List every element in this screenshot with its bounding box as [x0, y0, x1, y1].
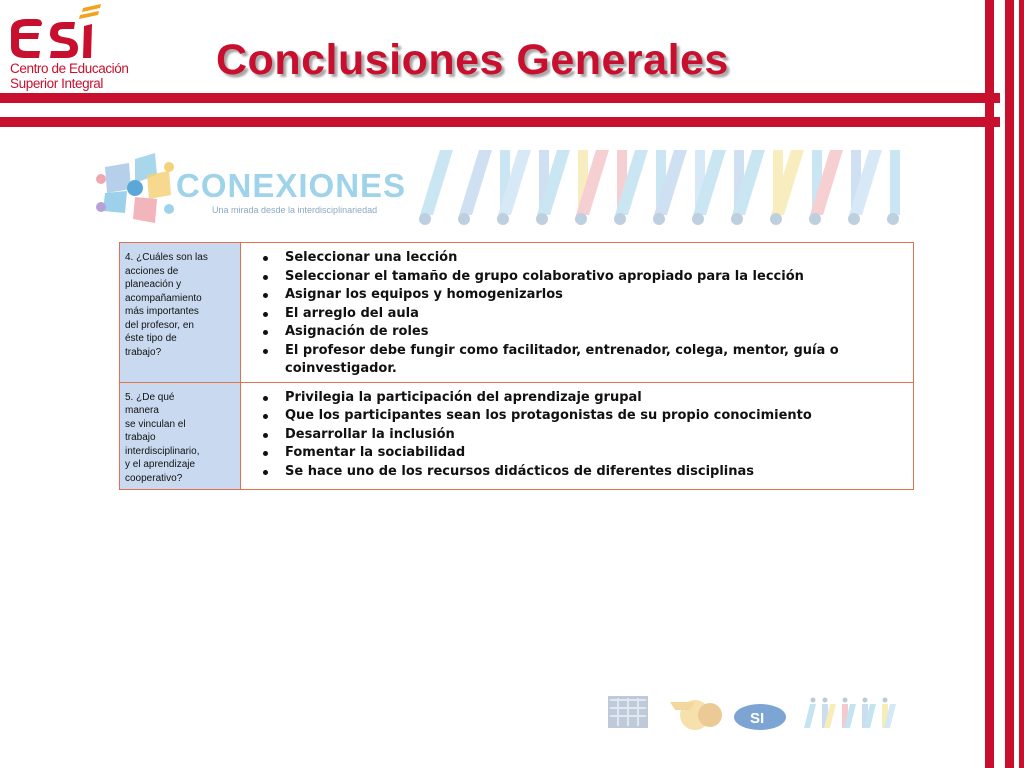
50-aniversario-icon — [670, 700, 722, 730]
list-item: El arreglo del aula — [263, 305, 903, 324]
answer-cell — [241, 382, 914, 490]
frame-bar-right-1 — [985, 0, 994, 768]
list-item: Se hace uno de los recursos didácticos de diferentes disciplinas — [263, 463, 903, 482]
table-row — [120, 382, 914, 490]
list-item: El profesor debe fungir como facilitador, entrenador, colega, mentor, guía o coinvestigador. — [263, 342, 903, 379]
answer-cell — [241, 243, 914, 383]
unam-seal-icon — [608, 696, 648, 728]
answer-list — [263, 249, 903, 379]
page-title: Conclusiones Generales — [216, 36, 729, 84]
conclusions-table — [119, 242, 914, 490]
si-logo-icon — [734, 704, 786, 730]
list-item: Que los participantes sean los protagonistas de su propio conocimiento — [263, 407, 903, 426]
banner-word: CONEXIONES — [176, 167, 407, 204]
list-item: Desarrollar la inclusión — [263, 426, 903, 445]
banner-tagline: Una mirada desde la interdisciplinariedad — [212, 205, 378, 215]
list-item: Asignación de roles — [263, 323, 903, 342]
footer-logos — [600, 690, 905, 730]
si-logo-text: SI — [750, 710, 765, 727]
logo-caption-line-2: Superior Integral — [10, 76, 104, 91]
conexiones-footer-stripes-icon — [804, 698, 896, 729]
frame-bar-right-2 — [1005, 0, 1014, 768]
logo-caption-line-1: Centro de Educación — [10, 61, 129, 76]
conexiones-stripes-icon — [419, 150, 900, 225]
question-cell — [120, 243, 241, 383]
header-rule-bottom — [0, 117, 1000, 127]
header-rule-top — [0, 93, 1000, 103]
question-cell — [120, 382, 241, 490]
question-text: 5. ¿De qué manera se vinculan el trabajo interdisciplinario, y el aprendizaje cooperativo? — [125, 391, 200, 484]
list-item: Fomentar la sociabilidad — [263, 444, 903, 463]
list-item: Privilegia la participación del aprendizaje grupal — [263, 389, 903, 408]
list-item: Seleccionar el tamaño de grupo colaborativo apropiado para la lección — [263, 268, 903, 287]
table-row — [120, 243, 914, 383]
answer-list — [263, 389, 903, 482]
list-item: Seleccionar una lección — [263, 249, 903, 268]
logo-mark: ESI — [8, 4, 10, 5]
question-text: 4. ¿Cuáles son las acciones de planeación y acompañamiento más importantes del profesor, en éste tipo de trabajo? — [125, 252, 208, 358]
conexiones-emblem-icon — [96, 153, 174, 223]
logo-caption — [10, 61, 145, 91]
list-item: Asignar los equipos y homogenizarlos — [263, 286, 903, 305]
frame-bar-right-3 — [1019, 0, 1024, 768]
